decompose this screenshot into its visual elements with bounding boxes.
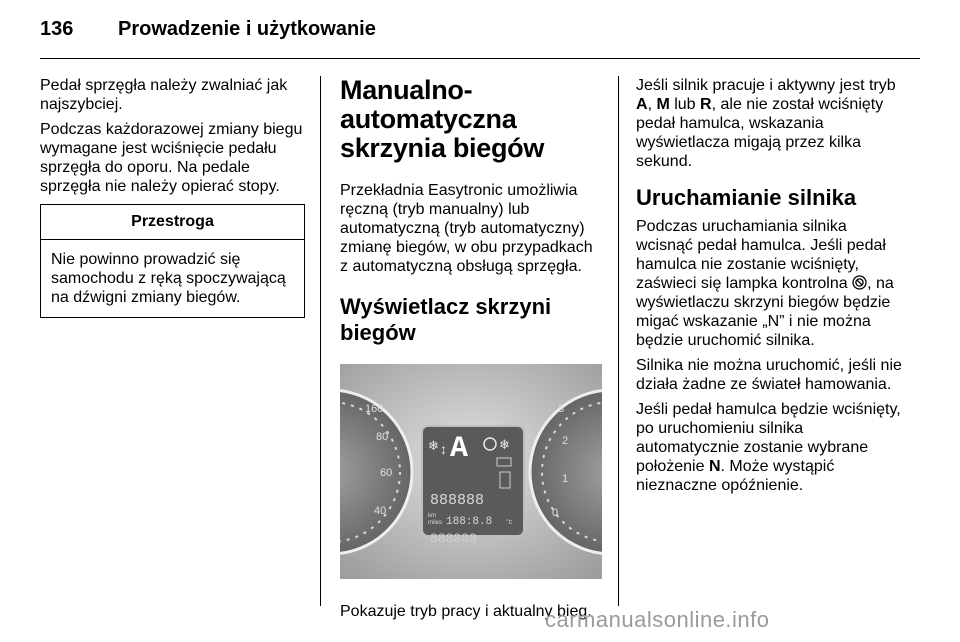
gear-indicator: A bbox=[450, 432, 469, 466]
small-digit-display: 188:8.8 bbox=[446, 516, 493, 528]
header-rule bbox=[40, 58, 920, 59]
column-divider bbox=[618, 76, 619, 606]
svg-text:3: 3 bbox=[558, 403, 565, 415]
center-display bbox=[422, 426, 524, 546]
figure-caption: Pokazuje tryb pracy i aktualny bieg. bbox=[340, 603, 592, 620]
page-header bbox=[40, 18, 920, 46]
page-number: 136 bbox=[40, 18, 74, 40]
svg-text:160: 160 bbox=[365, 403, 384, 415]
digit-display: 888888 bbox=[430, 492, 485, 509]
column-divider bbox=[320, 76, 321, 606]
svg-text:miles: miles bbox=[428, 520, 443, 526]
column-right bbox=[636, 76, 906, 501]
paragraph: Podczas każdorazowej zmiany biegu wymagane jest wciśnięcie pedału sprzęgła do oporu. Na pedale sprzęgła nie należy opierać stopy. bbox=[40, 121, 303, 195]
column-left bbox=[40, 76, 305, 318]
arrows-icon: ↕ bbox=[440, 441, 447, 457]
bottom-digit-display: 888888 bbox=[430, 531, 477, 546]
gearbox-display-illustration bbox=[340, 364, 602, 579]
svg-text:60: 60 bbox=[380, 467, 393, 479]
svg-text:80: 80 bbox=[376, 431, 389, 443]
subsection-heading: Wyświetlacz skrzyni biegów bbox=[340, 294, 552, 345]
svg-text:°c: °c bbox=[506, 519, 513, 526]
svg-text:40: 40 bbox=[374, 505, 387, 517]
caution-text: Nie powinno prowadzić się samochodu z ręką spoczywającą na dźwigni zmiany biegów. bbox=[51, 251, 286, 306]
section-heading: Manualno-automatyczna skrzynia biegów bbox=[340, 75, 545, 163]
brake-pedal-warning-icon bbox=[852, 275, 867, 290]
paragraph: Podczas uruchamiania silnika wcisnąć pedał hamulca. Jeśli pedał hamulca nie zostanie wciśnięty, zaświeci się lampka kontrolna , na wyświetlaczu skrzyni biegów będzie migać wskazanie „N” i nie można będzie uruchomić silnika. bbox=[636, 218, 894, 349]
caution-box bbox=[40, 204, 305, 318]
svg-text:1: 1 bbox=[562, 473, 569, 485]
svg-text:2: 2 bbox=[562, 435, 569, 447]
paragraph: Silnika nie można uruchomić, jeśli nie działa żadne ze świateł hamowania. bbox=[636, 357, 902, 393]
page-title: Prowadzenie i użytkowanie bbox=[118, 18, 376, 40]
paragraph: Jeśli pedał hamulca będzie wciśnięty, po uruchomieniu silnika automatycznie zostanie wybrane położenie N. Może wystąpić nieznaczne opóźnienie. bbox=[636, 401, 901, 494]
paragraph: Przekładnia Easytronic umożliwia ręczną (tryb manualny) lub automatyczną (tryb automatyczny) zmianę biegów, w obu przypadkach z automatyczną obsługą sprzęgła. bbox=[340, 182, 593, 275]
snowflake-icon: ❄ bbox=[499, 437, 510, 452]
caution-title: Przestroga bbox=[41, 205, 304, 240]
snowflake-icon: ❄ bbox=[428, 438, 439, 453]
svg-text:0: 0 bbox=[552, 507, 559, 519]
column-middle bbox=[340, 76, 602, 627]
section-heading: Uruchamianie silnika bbox=[636, 185, 857, 210]
paragraph: Pedał sprzęgła należy zwalniać jak najszybciej. bbox=[40, 77, 288, 113]
watermark: carmanualsonline.info bbox=[545, 607, 770, 632]
svg-text:km: km bbox=[428, 513, 436, 519]
paragraph: Jeśli silnik pracuje i aktywny jest tryb A, M lub R, ale nie został wciśnięty pedał hamulca, wskazania wyświetlacza migają przez kilka sekund. bbox=[636, 77, 896, 170]
